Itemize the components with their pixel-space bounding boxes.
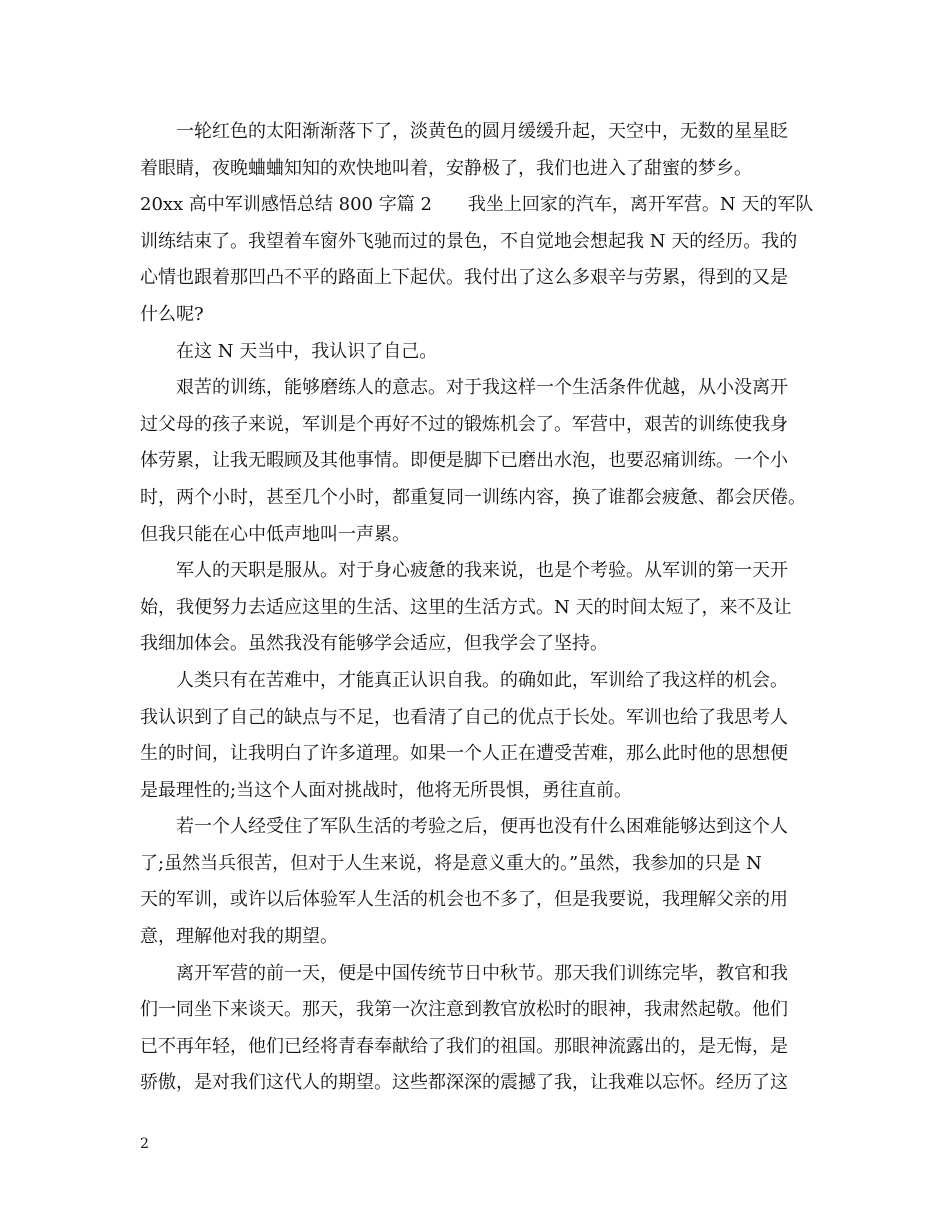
body-text bbox=[140, 114, 830, 1102]
text-line: 生的时间，让我明白了许多道理。如果一个人正在遭受苦难，那么此时他的思想便 bbox=[140, 743, 788, 765]
text-line: 我细加体会。虽然我没有能够学会适应，但我学会了坚持。 bbox=[140, 633, 608, 655]
text-line: 了;虽然当兵很苦，但对于人生来说，将是意义重大的。”虽然，我参加的只是 N bbox=[140, 852, 762, 874]
text-line: 骄傲，是对我们这代人的期望。这些都深深的震撼了我，让我难以忘怀。经历了这 bbox=[140, 1072, 788, 1094]
text-line: 天的军训，或许以后体验军人生活的机会也不多了，但是我要说，我理解父亲的用 bbox=[140, 889, 788, 911]
text-line: 在这 N 天当中，我认识了自己。 bbox=[176, 340, 438, 362]
text-line: 离开军营的前一天，便是中国传统节日中秋节。那天我们训练完毕，教官和我 bbox=[176, 962, 788, 984]
text-line: 什么呢? bbox=[140, 303, 204, 325]
text-line: 是最理性的;当这个人面对挑战时，他将无所畏惧，勇往直前。 bbox=[140, 779, 633, 801]
text-line: 艰苦的训练，能够磨练人的意志。对于我这样一个生活条件优越，从小没离开 bbox=[176, 377, 788, 399]
text-line: 们一同坐下来谈天。那天，我第一次注意到教官放松时的眼神，我肃然起敬。他们 bbox=[140, 999, 788, 1021]
text-line: 体劳累，让我无暇顾及其他事情。即便是脚下已磨出水泡，也要忍痛训练。一个小 bbox=[140, 450, 788, 472]
text-line: 意，理解他对我的期望。 bbox=[140, 926, 338, 948]
text-line: 若一个人经受住了军队生活的考验之后，便再也没有什么困难能够达到这个人 bbox=[176, 816, 788, 838]
text-line: 我认识到了自己的缺点与不足，也看清了自己的优点于长处。军训也给了我思考人 bbox=[140, 706, 788, 728]
text-line: 始，我便努力去适应这里的生活、这里的生活方式。N 天的时间太短了，来不及让 bbox=[140, 596, 792, 618]
text-line: 人类只有在苦难中，才能真正认识自我。的确如此，军训给了我这样的机会。 bbox=[176, 669, 788, 691]
text-line: 20xx 高中军训感悟总结 800 字篇 2 我坐上回家的汽车，离开军营。N 天的军队 bbox=[140, 194, 814, 216]
text-line: 已不再年轻，他们已经将青春奉献给了我们的祖国。那眼神流露出的，是无悔，是 bbox=[140, 1035, 788, 1057]
text-line: 但我只能在心中低声地叫一声累。 bbox=[140, 523, 410, 545]
text-line: 训练结束了。我望着车窗外飞驰而过的景色，不自觉地会想起我 N 天的经历。我的 bbox=[140, 230, 798, 252]
text-line: 军人的天职是服从。对于身心疲惫的我来说，也是个考验。从军训的第一天开 bbox=[176, 560, 788, 582]
text-line: 一轮红色的太阳渐渐落下了，淡黄色的圆月缓缓升起，天空中，无数的星星眨 bbox=[176, 121, 788, 142]
page-number: 2 bbox=[140, 1136, 149, 1152]
text-line: 时，两个小时，甚至几个小时，都重复同一训练内容，换了谁都会疲惫、都会厌倦。 bbox=[140, 486, 806, 508]
text-line: 心情也跟着那凹凸不平的路面上下起伏。我付出了这么多艰辛与劳累，得到的又是 bbox=[140, 267, 788, 289]
text-line: 着眼睛，夜晚蛐蛐知知的欢快地叫着，安静极了，我们也进入了甜蜜的梦乡。 bbox=[140, 157, 752, 179]
text-line: 过父母的孩子来说，军训是个再好不过的锻炼机会了。军营中，艰苦的训练使我身 bbox=[140, 413, 788, 435]
